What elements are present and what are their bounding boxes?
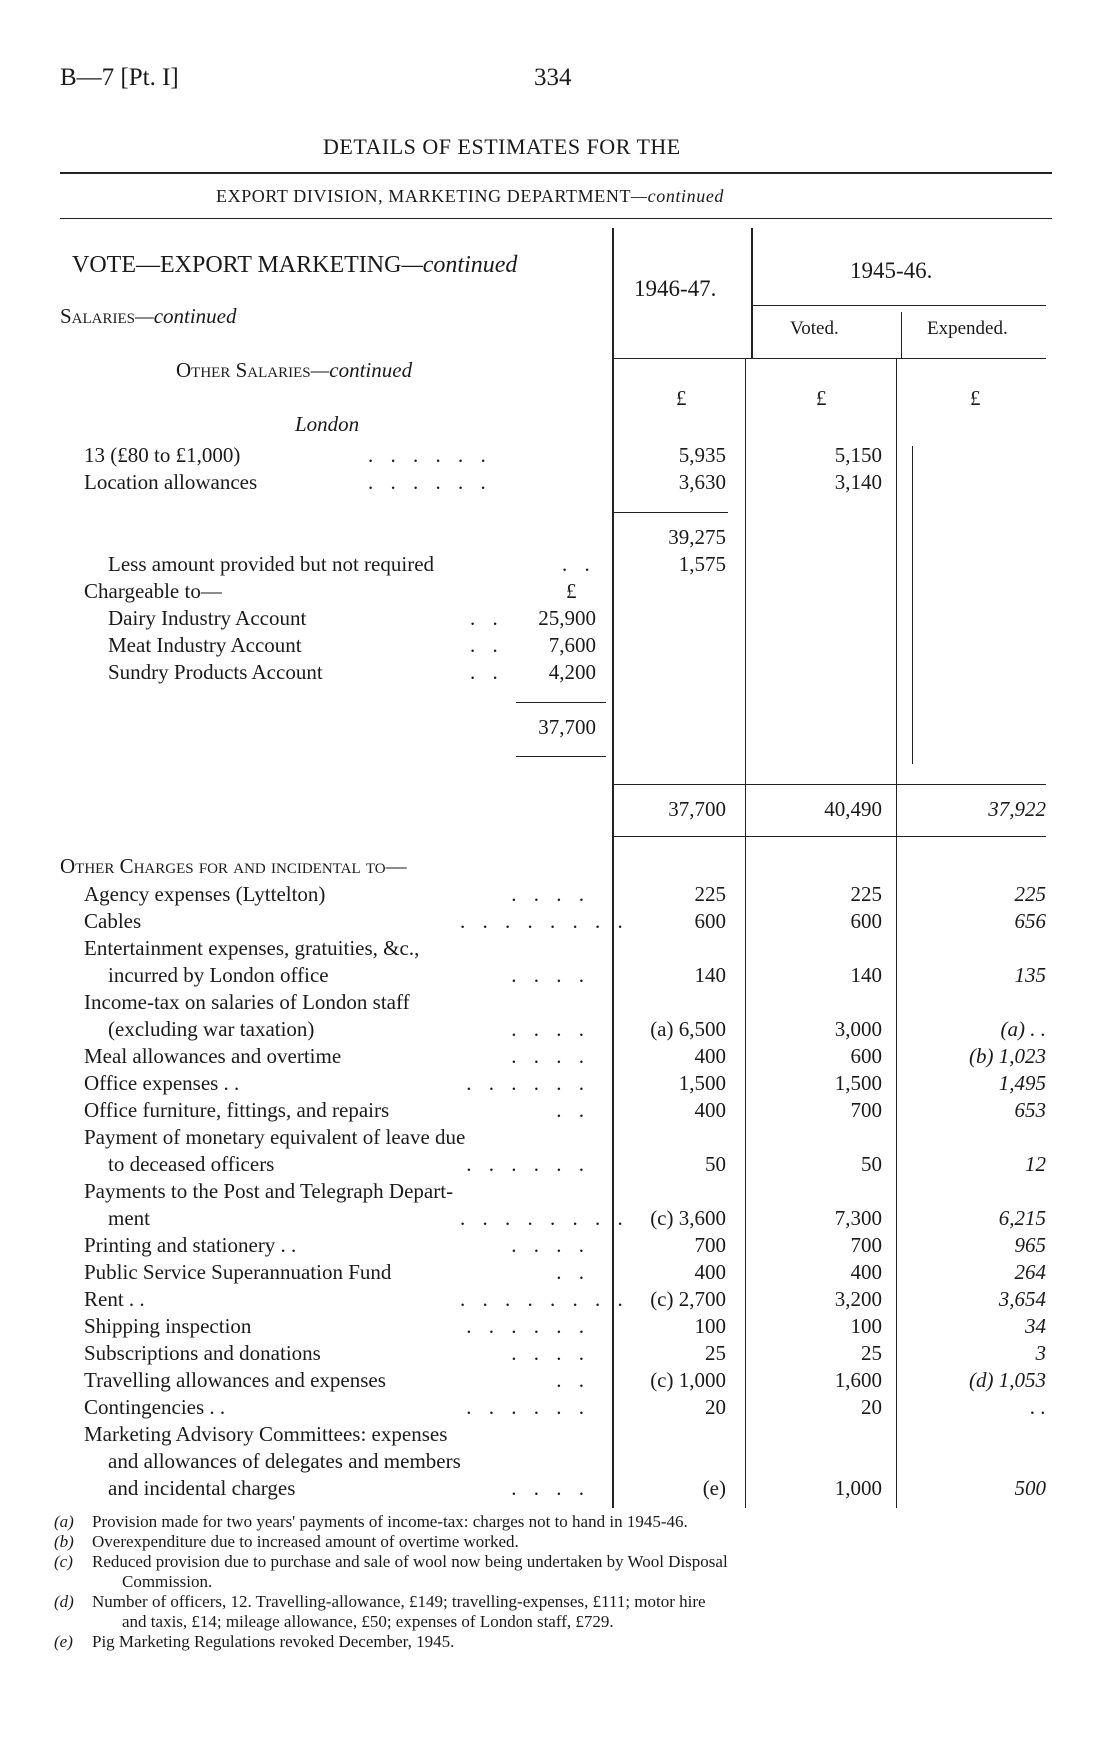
charge-label: Travelling allowances and expenses xyxy=(84,1368,386,1392)
charge-label: Public Service Superannuation Fund xyxy=(84,1260,392,1284)
col-divider-year-lower xyxy=(745,358,746,1508)
page-ref: B—7 [Pt. I] xyxy=(60,64,179,91)
salary-row-label: Location allowances xyxy=(84,470,258,494)
chargeable-item-value: 25,900 xyxy=(538,606,596,630)
salary-value-voted: 3,140 xyxy=(834,470,882,494)
charge-expended: 965 xyxy=(1014,1233,1046,1257)
leader-dots: . . . . . . xyxy=(466,1395,590,1419)
leader-dots: . . xyxy=(556,1260,590,1284)
total-1946: 37,700 xyxy=(668,797,726,821)
charge-label-cont: ment xyxy=(108,1206,150,1230)
charge-voted: 1,600 xyxy=(834,1368,882,1392)
other-salaries-text: Other Salaries xyxy=(176,358,311,382)
rule-1945-under xyxy=(751,305,1046,306)
vote-title-text: VOTE—EXPORT MARKETING xyxy=(72,252,402,278)
footnote-text-cont: and taxis, £14; mileage allowance, £50; expenses of London staff, £729. xyxy=(122,1612,614,1631)
leader-dots: . . . . xyxy=(511,1476,590,1500)
column-header-voted: Voted. xyxy=(790,318,839,339)
rule-head-bottom xyxy=(612,358,1046,359)
pound-sign-c2: £ xyxy=(816,386,827,410)
leader-dots: . . . . . . xyxy=(368,443,492,467)
charge-voted: 700 xyxy=(850,1233,882,1257)
charge-label: Office expenses . . xyxy=(84,1071,240,1095)
charge-expended: (d) 1,053 xyxy=(969,1368,1046,1392)
vote-title-continued: —continued xyxy=(401,252,518,278)
charge-label-cont: incurred by London office xyxy=(108,963,329,987)
charge-label: Entertainment expenses, gratuities, &c., xyxy=(84,936,420,960)
charge-expended: 3,654 xyxy=(998,1287,1046,1311)
charge-label-cont: (excluding war taxation) xyxy=(108,1017,315,1041)
leader-dots: . . . . xyxy=(511,882,590,906)
charge-1946: 20 xyxy=(705,1395,726,1419)
charge-expended: 12 xyxy=(1025,1152,1046,1176)
charge-voted: 225 xyxy=(850,882,882,906)
charge-1946: 50 xyxy=(705,1152,726,1176)
charge-label: Printing and stationery . . xyxy=(84,1233,297,1257)
charge-label-cont: to deceased officers xyxy=(108,1152,275,1176)
subtitle-text: EXPORT DIVISION, MARKETING DEPARTMENT xyxy=(216,186,632,206)
footnote-mark: (e) xyxy=(54,1632,73,1651)
charge-label: Rent . . xyxy=(84,1287,145,1311)
leader-dots: . . . . xyxy=(511,1044,590,1068)
leader-dots: . . xyxy=(470,633,504,657)
charge-expended: 1,495 xyxy=(998,1071,1046,1095)
column-header-expended: Expended. xyxy=(927,318,1008,339)
charge-expended: 135 xyxy=(1014,963,1046,987)
less-label: Less amount provided but not required xyxy=(108,552,435,576)
leader-dots: . . xyxy=(556,1368,590,1392)
charge-expended: 225 xyxy=(1014,882,1046,906)
charge-voted: 1,000 xyxy=(834,1476,882,1500)
charge-label: Marketing Advisory Committees: expenses xyxy=(84,1422,448,1446)
leader-dots: . . xyxy=(556,1098,590,1122)
leader-dots: . . . . . . xyxy=(466,1152,590,1176)
charge-expended: 656 xyxy=(1014,909,1046,933)
salary-row-label: 13 (£80 to £1,000) xyxy=(84,443,241,467)
salaries-heading xyxy=(60,304,237,329)
charge-label: Agency expenses (Lyttelton) xyxy=(84,882,326,906)
salary-value-voted: 5,150 xyxy=(834,443,882,467)
charge-voted: 3,200 xyxy=(834,1287,882,1311)
page-subtitle xyxy=(216,186,724,207)
leader-dots: . . xyxy=(470,660,504,684)
charge-voted: 25 xyxy=(861,1341,882,1365)
less-value: 1,575 xyxy=(678,552,726,576)
chargeable-total: 37,700 xyxy=(538,715,596,739)
leader-dots: . . . . xyxy=(511,1233,590,1257)
other-salaries-heading xyxy=(176,358,412,383)
leader-dots: . . . . . . xyxy=(368,470,492,494)
leader-dots: . . . . . . xyxy=(466,1071,590,1095)
footnote-text: Reduced provision due to purchase and sale of wool now being undertaken by Wool Disposal xyxy=(92,1552,728,1571)
charge-voted: 3,000 xyxy=(834,1017,882,1041)
charge-expended: 6,215 xyxy=(998,1206,1046,1230)
charge-label: Contingencies . . xyxy=(84,1395,226,1419)
rule-subtotal xyxy=(612,512,728,513)
leader-dots: . . . . . . xyxy=(466,1314,590,1338)
rule-top xyxy=(60,172,1052,174)
charge-label: Cables xyxy=(84,909,142,933)
charge-label-cont: and incidental charges xyxy=(108,1476,296,1500)
charge-1946: 25 xyxy=(705,1341,726,1365)
charge-label-cont: and allowances of delegates and members xyxy=(108,1449,461,1473)
footnote-mark: (a) xyxy=(54,1512,74,1531)
charge-expended: . . xyxy=(1030,1395,1046,1419)
footnote-text-cont: Commission. xyxy=(122,1572,213,1591)
rule-totals-top xyxy=(612,784,1046,785)
charge-1946: 400 xyxy=(694,1098,726,1122)
footnote-mark: (c) xyxy=(54,1552,73,1571)
column-header-1946: 1946-47. xyxy=(634,276,717,301)
col-divider-voted xyxy=(901,312,902,358)
charge-label: Subscriptions and donations xyxy=(84,1341,321,1365)
rule-sub xyxy=(60,218,1052,219)
column-header-1945: 1945-46. xyxy=(850,258,933,283)
chargeable-item-value: 7,600 xyxy=(548,633,596,657)
rule-chargeable-bottom xyxy=(516,756,606,757)
charge-1946: (c) 2,700 xyxy=(650,1287,726,1311)
salaries-continued: —continued xyxy=(135,304,237,328)
charge-expended: (b) 1,023 xyxy=(969,1044,1046,1068)
col-divider-year xyxy=(751,228,753,358)
vote-title xyxy=(72,252,517,279)
footnote-mark: (d) xyxy=(54,1592,74,1611)
charge-expended: 653 xyxy=(1014,1098,1046,1122)
charge-voted: 600 xyxy=(850,1044,882,1068)
charge-1946: 400 xyxy=(694,1044,726,1068)
charge-voted: 7,300 xyxy=(834,1206,882,1230)
charge-1946: 400 xyxy=(694,1260,726,1284)
chargeable-pound: £ xyxy=(566,579,577,603)
salaries-text: Salaries xyxy=(60,304,136,328)
footnote-mark: (b) xyxy=(54,1532,74,1551)
charge-expended: 264 xyxy=(1014,1260,1046,1284)
charge-1946: (c) 3,600 xyxy=(650,1206,726,1230)
charge-label: Income-tax on salaries of London staff xyxy=(84,990,410,1014)
charge-voted: 20 xyxy=(861,1395,882,1419)
charge-voted: 140 xyxy=(850,963,882,987)
charge-1946: 100 xyxy=(694,1314,726,1338)
charge-1946: 700 xyxy=(694,1233,726,1257)
page-number: 334 xyxy=(534,64,572,91)
charge-1946: (e) xyxy=(702,1476,726,1500)
charge-1946: 225 xyxy=(694,882,726,906)
charge-1946: 1,500 xyxy=(678,1071,726,1095)
charge-voted: 400 xyxy=(850,1260,882,1284)
leader-dots: . . . . xyxy=(511,963,590,987)
other-salaries-continued: —continued xyxy=(310,358,413,382)
charge-label: Office furniture, fittings, and repairs xyxy=(84,1098,390,1122)
charge-voted: 100 xyxy=(850,1314,882,1338)
other-charges-heading: Other Charges for and incidental to— xyxy=(60,854,407,878)
charge-1946: 600 xyxy=(694,909,726,933)
leader-dots: . . . . xyxy=(511,1341,590,1365)
charge-expended: 500 xyxy=(1014,1476,1046,1500)
pound-sign-c1: £ xyxy=(676,386,687,410)
rule-totals-bottom xyxy=(612,836,1046,837)
page-title: DETAILS OF ESTIMATES FOR THE xyxy=(323,134,681,159)
charge-label: Payments to the Post and Telegraph Depart- xyxy=(84,1179,454,1203)
total-expended: 37,922 xyxy=(988,797,1046,821)
charge-label: Meal allowances and overtime xyxy=(84,1044,342,1068)
charge-label: Payment of monetary equivalent of leave due xyxy=(84,1125,466,1149)
footnote-text: Number of officers, 12. Travelling-allowance, £149; travelling-expenses, £111; motor hire xyxy=(92,1592,706,1611)
subtitle-continued: —continued xyxy=(631,186,725,206)
chargeable-item-label: Sundry Products Account xyxy=(108,660,323,684)
charge-expended: 3 xyxy=(1035,1341,1046,1365)
leader-dots: . . . . . . . . xyxy=(460,1206,629,1230)
charge-expended: (a) . . xyxy=(1000,1017,1046,1041)
leader-dots: . . xyxy=(562,552,596,576)
charge-1946: 140 xyxy=(694,963,726,987)
brace-line xyxy=(912,446,913,764)
col-divider-expended xyxy=(896,358,897,1508)
subtotal-value: 39,275 xyxy=(668,525,726,549)
chargeable-item-value: 4,200 xyxy=(548,660,596,684)
charge-voted: 600 xyxy=(850,909,882,933)
chargeable-item-label: Dairy Industry Account xyxy=(108,606,307,630)
charge-voted: 50 xyxy=(861,1152,882,1176)
chargeable-label: Chargeable to— xyxy=(84,579,222,603)
leader-dots: . . xyxy=(470,606,504,630)
col-divider-main xyxy=(612,228,614,1508)
total-voted: 40,490 xyxy=(824,797,882,821)
charge-label: Shipping inspection xyxy=(84,1314,252,1338)
rule-chargeable xyxy=(516,702,606,703)
salary-value-1946: 3,630 xyxy=(678,470,726,494)
chargeable-item-label: Meat Industry Account xyxy=(108,633,302,657)
charge-voted: 1,500 xyxy=(834,1071,882,1095)
charge-1946: (a) 6,500 xyxy=(650,1017,726,1041)
charge-voted: 700 xyxy=(850,1098,882,1122)
charge-1946: (c) 1,000 xyxy=(650,1368,726,1392)
footnote-text: Pig Marketing Regulations revoked December, 1945. xyxy=(92,1632,455,1651)
footnote-text: Provision made for two years' payments of income-tax: charges not to hand in 1945-46. xyxy=(92,1512,688,1531)
charge-expended: 34 xyxy=(1025,1314,1046,1338)
leader-dots: . . . . xyxy=(511,1017,590,1041)
leader-dots: . . . . . . . . xyxy=(460,909,629,933)
london-heading: London xyxy=(295,412,360,436)
pound-sign-c3: £ xyxy=(970,386,981,410)
salary-value-1946: 5,935 xyxy=(678,443,726,467)
leader-dots: . . . . . . . . xyxy=(460,1287,629,1311)
footnote-text: Overexpenditure due to increased amount of overtime worked. xyxy=(92,1532,519,1551)
